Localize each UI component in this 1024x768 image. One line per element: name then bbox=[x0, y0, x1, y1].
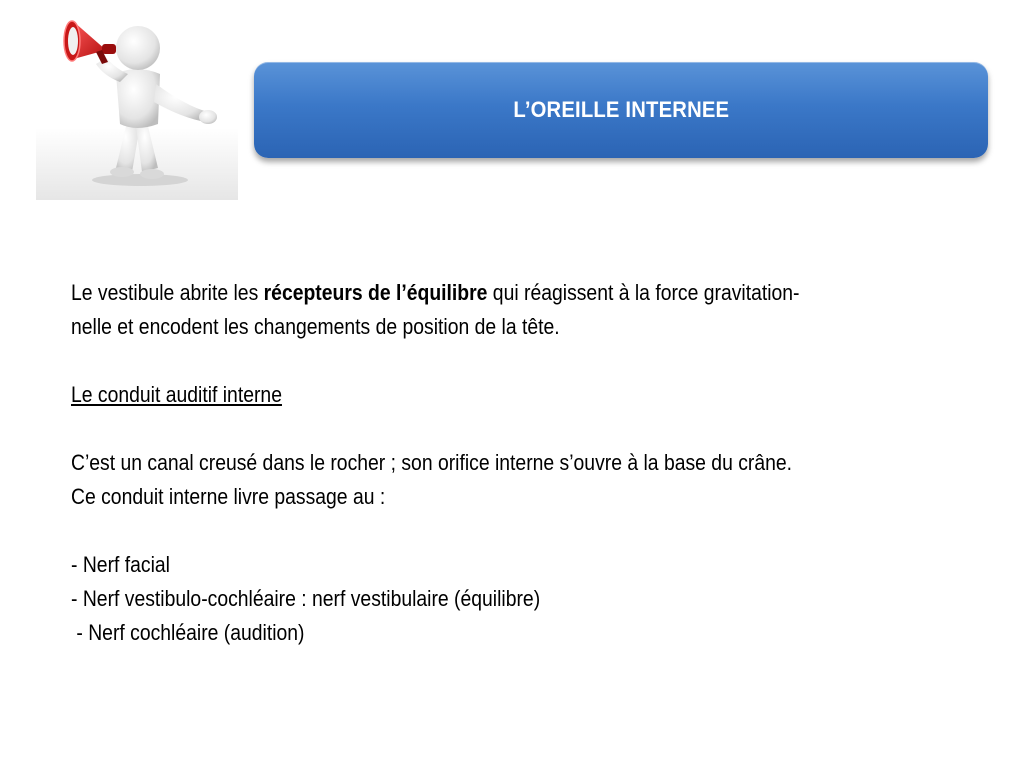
paragraph-line: Ce conduit interne livre passage au : bbox=[71, 484, 386, 509]
megaphone-person-icon bbox=[36, 8, 238, 200]
spacer bbox=[71, 412, 971, 446]
slide-title: L’OREILLE INTERNEE bbox=[513, 97, 729, 122]
section-heading: Le conduit auditif interne bbox=[71, 382, 282, 407]
list-item: - Nerf cochléaire (audition) bbox=[71, 620, 305, 645]
list-item: - Nerf vestibulo-cochléaire : nerf vestibulaire (équilibre) bbox=[71, 586, 541, 611]
slide-body bbox=[71, 276, 971, 650]
paragraph-line: C’est un canal creusé dans le rocher ; son orifice interne s’ouvre à la base du crâne. bbox=[71, 450, 793, 475]
spacer bbox=[71, 514, 971, 548]
text-span: qui réagissent à la force gravitation- bbox=[487, 280, 800, 305]
paragraph-line bbox=[71, 276, 863, 310]
bold-term: récepteurs de l’équilibre bbox=[263, 280, 488, 305]
list-item: - Nerf facial bbox=[71, 552, 170, 577]
paragraph-line: nelle et encodent les changements de position de la tête. bbox=[71, 314, 560, 339]
spacer bbox=[71, 344, 971, 378]
text-span: Le vestibule abrite les bbox=[71, 280, 264, 305]
title-banner bbox=[254, 62, 988, 158]
